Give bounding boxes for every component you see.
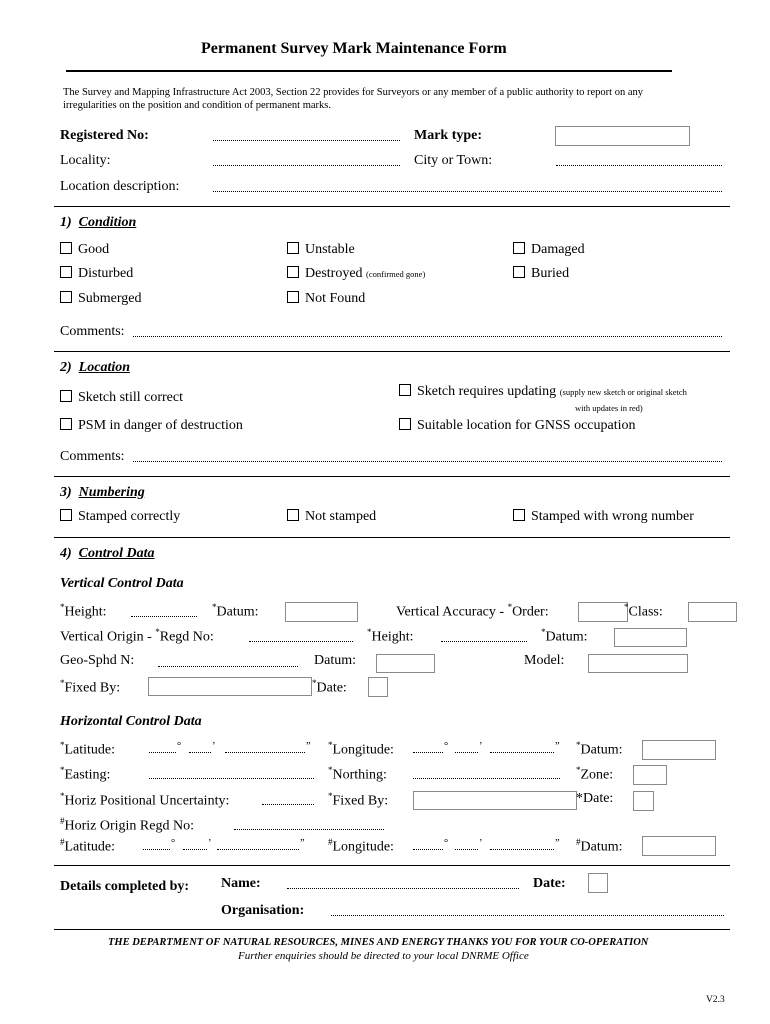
checkbox-not-found[interactable]: Not Found: [287, 291, 365, 307]
checkbox-icon: [60, 390, 72, 402]
checkbox-icon: [287, 509, 299, 521]
checkbox-icon: [399, 384, 411, 396]
name-label: Name:: [221, 876, 261, 891]
fixed-date-field[interactable]: [368, 677, 388, 697]
checkbox-suitable-gnss[interactable]: Suitable location for GNSS occupation: [399, 418, 636, 434]
location-comments-field[interactable]: [133, 461, 722, 462]
details-date-label: Date:: [533, 876, 566, 891]
origin-latitude-degrees-field[interactable]: [143, 849, 170, 850]
vertical-origin-regd-field[interactable]: [249, 641, 353, 642]
longitude-minutes-field[interactable]: [455, 752, 478, 753]
condition-section-heading: 1) Condition: [60, 215, 137, 230]
minute-symbol: ’: [208, 838, 212, 849]
checkbox-icon: [287, 291, 299, 303]
second-symbol: ”: [306, 741, 311, 752]
checkbox-icon: [287, 266, 299, 278]
checkbox-icon: [513, 266, 525, 278]
city-town-field[interactable]: [556, 165, 722, 166]
origin-longitude-label: #Longitude:: [328, 837, 394, 855]
origin-longitude-minutes-field[interactable]: [455, 849, 478, 850]
checkbox-icon: [513, 509, 525, 521]
mark-type-field[interactable]: [555, 126, 690, 146]
degree-symbol: °: [444, 838, 449, 849]
horiz-date-label: *Date:: [576, 791, 614, 806]
origin-height-field[interactable]: [441, 641, 527, 642]
control-data-section-heading: 4) Control Data: [60, 546, 155, 561]
name-field[interactable]: [287, 888, 519, 889]
degree-symbol: °: [444, 741, 449, 752]
checkbox-sketch-requires-updating[interactable]: Sketch requires updating (supply new sketch or original sketch: [399, 384, 687, 400]
checkbox-stamped-wrong-number[interactable]: Stamped with wrong number: [513, 509, 694, 525]
checkbox-icon: [60, 266, 72, 278]
title-rule: [66, 70, 672, 72]
class-field[interactable]: [688, 602, 737, 622]
thanks-footer: THE DEPARTMENT OF NATURAL RESOURCES, MINES AND ENERGY THANKS YOU FOR YOUR CO-OPERATION: [108, 937, 649, 948]
origin-latitude-minutes-field[interactable]: [183, 849, 207, 850]
vertical-accuracy-order-label: Vertical Accuracy - *Order:: [396, 602, 549, 620]
checkbox-stamped-correctly[interactable]: Stamped correctly: [60, 509, 180, 525]
checkbox-disturbed[interactable]: Disturbed: [60, 266, 133, 282]
checkbox-icon: [399, 418, 411, 430]
northing-field[interactable]: [413, 778, 560, 779]
minute-symbol: ’: [212, 741, 216, 752]
order-field[interactable]: [578, 602, 628, 622]
geo-sphd-n-field[interactable]: [158, 666, 298, 667]
checkbox-not-stamped[interactable]: Not stamped: [287, 509, 376, 525]
fixed-date-label: *Date:: [312, 678, 347, 696]
horizontal-control-heading: Horizontal Control Data: [60, 714, 202, 729]
latitude-seconds-field[interactable]: [225, 752, 305, 753]
origin-datum2-label: #Datum:: [576, 837, 623, 855]
checkbox-buried[interactable]: Buried: [513, 266, 569, 282]
checkbox-icon: [60, 509, 72, 521]
details-date-field[interactable]: [588, 873, 608, 893]
vertical-origin-regd-label: Vertical Origin - *Regd No:: [60, 627, 214, 645]
horiz-uncertainty-field[interactable]: [262, 804, 314, 805]
destroyed-note: (confirmed gone): [366, 269, 426, 279]
sketch-note-line1: (supply new sketch or original sketch: [559, 387, 687, 397]
registered-no-field[interactable]: [213, 140, 400, 141]
latitude-label: *Latitude:: [60, 740, 116, 758]
checkbox-icon: [287, 242, 299, 254]
geo-sphd-n-label: Geo-Sphd N:: [60, 653, 135, 668]
minute-symbol: ’: [479, 741, 483, 752]
checkbox-destroyed[interactable]: Destroyed (confirmed gone): [287, 266, 425, 282]
checkbox-icon: [513, 242, 525, 254]
checkbox-submerged[interactable]: Submerged: [60, 291, 142, 307]
second-symbol: ”: [555, 838, 560, 849]
checkbox-icon: [60, 242, 72, 254]
location-description-label: Location description:: [60, 179, 180, 194]
horiz-uncertainty-label: *Horiz Positional Uncertainty:: [60, 791, 230, 809]
location-section-heading: 2) Location: [60, 360, 131, 375]
degree-symbol: °: [177, 741, 182, 752]
horiz-origin-regd-label: #Horiz Origin Regd No:: [60, 816, 194, 834]
origin-latitude-label: #Latitude:: [60, 837, 116, 855]
city-town-label: City or Town:: [414, 153, 493, 168]
organisation-label: Organisation:: [221, 903, 305, 918]
intro-text-line1: The Survey and Mapping Infrastructure Act 2003, Section 22 provides for Surveyors or any member of a public authority to report on any: [63, 87, 643, 98]
horizontal-datum-label: *Datum:: [576, 740, 623, 758]
origin-height-label: *Height:: [367, 627, 414, 645]
second-symbol: ”: [300, 838, 305, 849]
fixed-by-field[interactable]: [148, 677, 312, 696]
page-title: Permanent Survey Mark Maintenance Form: [201, 40, 507, 57]
horiz-origin-regd-field[interactable]: [234, 829, 384, 830]
horiz-fixed-by-field[interactable]: [413, 791, 577, 810]
model-field[interactable]: [588, 654, 688, 673]
latitude-degrees-field[interactable]: [149, 752, 176, 753]
origin-datum-field[interactable]: [614, 628, 687, 647]
checkbox-sketch-still-correct[interactable]: Sketch still correct: [60, 390, 183, 406]
datum-field[interactable]: [285, 602, 358, 622]
horizontal-datum-field[interactable]: [642, 740, 716, 760]
divider: [54, 206, 730, 207]
divider: [54, 929, 730, 930]
details-completed-by-label: Details completed by:: [60, 879, 190, 894]
model-label: Model:: [524, 653, 565, 668]
horiz-fixed-by-label: *Fixed By:: [328, 791, 389, 809]
longitude-degrees-field[interactable]: [413, 752, 443, 753]
location-description-field[interactable]: [213, 191, 722, 192]
organisation-field[interactable]: [331, 915, 724, 916]
condition-comments-label: Comments:: [60, 324, 125, 339]
divider: [54, 865, 730, 866]
height-label: *Height:: [60, 602, 107, 620]
divider: [54, 476, 730, 477]
zone-label: *Zone:: [576, 765, 614, 783]
mark-type-label: Mark type:: [414, 128, 483, 143]
checkbox-good[interactable]: Good: [60, 242, 109, 258]
origin-latitude-seconds-field[interactable]: [217, 849, 299, 850]
divider: [54, 537, 730, 538]
degree-symbol: °: [171, 838, 176, 849]
divider: [54, 351, 730, 352]
origin-datum2-field[interactable]: [642, 836, 716, 856]
vertical-control-heading: Vertical Control Data: [60, 576, 184, 591]
origin-longitude-seconds-field[interactable]: [490, 849, 554, 850]
geo-datum-field[interactable]: [376, 654, 435, 673]
datum-label: *Datum:: [212, 602, 259, 620]
checkbox-icon: [60, 291, 72, 303]
northing-label: *Northing:: [328, 765, 387, 783]
easting-label: *Easting:: [60, 765, 111, 783]
longitude-seconds-field[interactable]: [490, 752, 554, 753]
locality-label: Locality:: [60, 153, 111, 168]
zone-field[interactable]: [633, 765, 667, 785]
numbering-section-heading: 3) Numbering: [60, 485, 145, 500]
easting-field[interactable]: [149, 778, 314, 779]
sketch-note-line2: with updates in red): [575, 403, 643, 413]
registered-no-label: Registered No:: [60, 128, 149, 143]
longitude-label: *Longitude:: [328, 740, 394, 758]
fixed-by-label: *Fixed By:: [60, 678, 121, 696]
checkbox-icon: [60, 418, 72, 430]
origin-datum-label: *Datum:: [541, 627, 588, 645]
origin-longitude-degrees-field[interactable]: [413, 849, 443, 850]
horiz-date-field[interactable]: [633, 791, 654, 811]
checkbox-psm-in-danger[interactable]: PSM in danger of destruction: [60, 418, 243, 434]
height-field[interactable]: [131, 616, 197, 617]
locality-field[interactable]: [213, 165, 400, 166]
enquiries-footer: Further enquiries should be directed to your local DNRME Office: [238, 950, 529, 962]
intro-text-line2: irregularities on the position and condition of permanent marks.: [63, 100, 331, 111]
checkbox-damaged[interactable]: Damaged: [513, 242, 585, 258]
geo-datum-label: Datum:: [314, 653, 356, 668]
second-symbol: ”: [555, 741, 560, 752]
checkbox-unstable[interactable]: Unstable: [287, 242, 355, 258]
class-label: *Class:: [624, 602, 663, 620]
location-comments-label: Comments:: [60, 449, 125, 464]
latitude-minutes-field[interactable]: [189, 752, 211, 753]
version-label: V2.3: [706, 995, 725, 1005]
minute-symbol: ’: [479, 838, 483, 849]
condition-comments-field[interactable]: [133, 336, 722, 337]
